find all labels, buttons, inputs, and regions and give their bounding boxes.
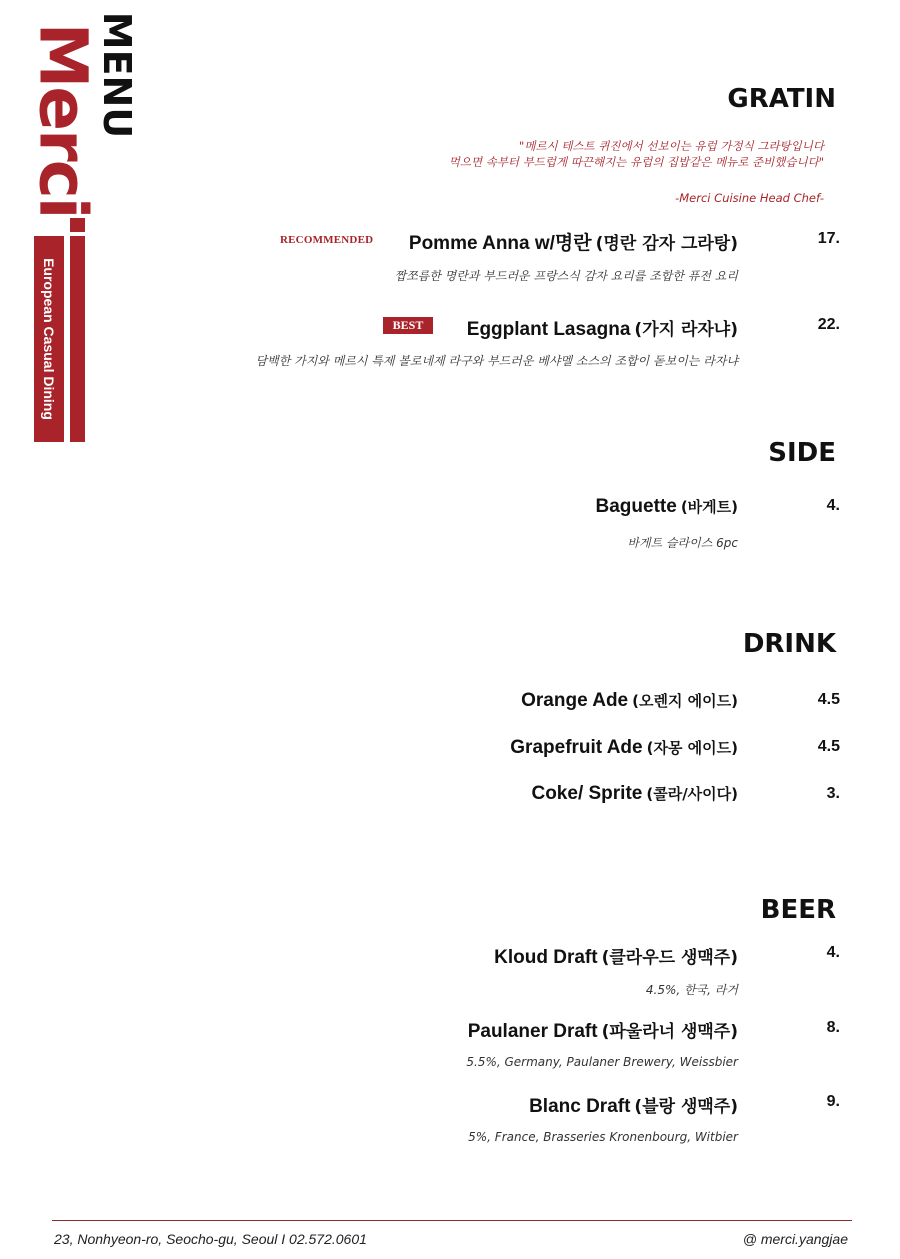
menu-item-paulaner-draft bbox=[468, 1017, 738, 1043]
menu-item-price: 9. bbox=[826, 1093, 840, 1110]
brand-accent bbox=[70, 218, 85, 232]
menu-item-grapefruit-ade bbox=[510, 737, 738, 759]
brand-logo: Merci bbox=[24, 22, 101, 218]
menu-item-price: 4.5 bbox=[817, 691, 840, 708]
menu-item-name-kr: (자몽 에이드) bbox=[646, 739, 738, 757]
footer-divider bbox=[52, 1220, 852, 1221]
chef-quote bbox=[449, 138, 824, 170]
menu-heading: MENU bbox=[95, 11, 139, 139]
menu-item-name-kr: (오렌지 에이드) bbox=[632, 692, 738, 710]
menu-item-desc: 5%, France, Brasseries Kronenbourg, Witbier bbox=[468, 1130, 738, 1144]
menu-item-desc: 담백한 가지와 메르시 특제 볼로네제 라구와 부드러운 베샤멜 소스의 조합이 돋보이는 라자냐 bbox=[255, 354, 738, 368]
footer-address: 23, Nonhyeon-ro, Seocho-gu, Seoul I 02.572.0601 bbox=[54, 1231, 367, 1247]
menu-item-kloud-draft bbox=[494, 943, 738, 969]
menu-item-name: Kloud Draft bbox=[494, 947, 598, 968]
menu-item-price: 4. bbox=[826, 944, 840, 961]
menu-item-name-kr: (콜라/사이다) bbox=[646, 785, 738, 803]
brand-bar-secondary bbox=[70, 236, 85, 442]
section-title-beer: BEER bbox=[760, 895, 836, 925]
menu-item-name: Grapefruit Ade bbox=[510, 737, 643, 758]
menu-item-blanc-draft bbox=[529, 1092, 738, 1118]
menu-item-name: Paulaner Draft bbox=[467, 1021, 598, 1042]
menu-item-coke-sprite bbox=[531, 783, 738, 805]
menu-item-name-kr: (가지 라자냐) bbox=[634, 320, 738, 340]
menu-item-name-kr: (파울라너 생맥주) bbox=[601, 1022, 738, 1042]
menu-item-name: Blanc Draft bbox=[529, 1096, 631, 1117]
menu-item-price: 4. bbox=[826, 497, 840, 514]
menu-item-desc: 4.5%, 한국, 라거 bbox=[645, 983, 738, 997]
section-title-side: SIDE bbox=[768, 438, 836, 468]
menu-item-desc: 5.5%, Germany, Paulaner Brewery, Weissbier bbox=[466, 1055, 738, 1069]
menu-item-price: 3. bbox=[826, 785, 840, 802]
menu-item-name: Eggplant Lasagna bbox=[466, 319, 631, 340]
menu-item-baguette bbox=[596, 496, 738, 518]
section-title-gratin: GRATIN bbox=[727, 84, 836, 114]
menu-item-name: Baguette bbox=[595, 496, 677, 517]
chef-quote-line-2: 먹으면 속부터 부드럽게 따끈해지는 유럽의 집밥같은 메뉴로 준비했습니다" bbox=[448, 155, 824, 169]
menu-item-name-kr: (클라우드 생맥주) bbox=[601, 948, 738, 968]
menu-item-eggplant-lasagna bbox=[467, 315, 738, 341]
menu-item-name-kr: (바게트) bbox=[680, 498, 738, 516]
menu-item-price: 17. bbox=[817, 230, 840, 247]
brand-tagline: European Casual Dining bbox=[41, 258, 57, 420]
section-title-drink: DRINK bbox=[742, 629, 836, 659]
menu-item-name: Pomme Anna w/명란 bbox=[408, 233, 592, 254]
best-badge: BEST bbox=[383, 317, 433, 334]
footer-social-handle[interactable]: @ merci.yangjae bbox=[742, 1231, 848, 1247]
menu-item-pomme-anna bbox=[409, 228, 738, 255]
menu-item-name: Coke/ Sprite bbox=[531, 783, 643, 804]
chef-quote-line-1: "메르시 테스트 퀴진에서 선보이는 유럽 가정식 그라탕입니다 bbox=[519, 139, 824, 153]
menu-item-price: 22. bbox=[817, 316, 840, 333]
menu-item-orange-ade bbox=[521, 690, 738, 712]
menu-item-price: 4.5 bbox=[817, 738, 840, 755]
menu-item-desc: 바게트 슬라이스 6pc bbox=[627, 536, 738, 550]
recommended-badge: RECOMMENDED bbox=[280, 234, 374, 246]
menu-item-name-kr: (블랑 생맥주) bbox=[634, 1097, 738, 1117]
brand-block bbox=[0, 0, 140, 460]
menu-item-name-kr: (명란 감자 그라탕) bbox=[595, 234, 738, 254]
menu-item-desc: 짭쪼름한 명란과 부드러운 프랑스식 감자 요리를 조합한 퓨전 요리 bbox=[394, 269, 738, 283]
menu-item-name: Orange Ade bbox=[521, 690, 629, 711]
chef-quote-author: -Merci Cuisine Head Chef- bbox=[675, 191, 824, 205]
menu-item-price: 8. bbox=[826, 1019, 840, 1036]
